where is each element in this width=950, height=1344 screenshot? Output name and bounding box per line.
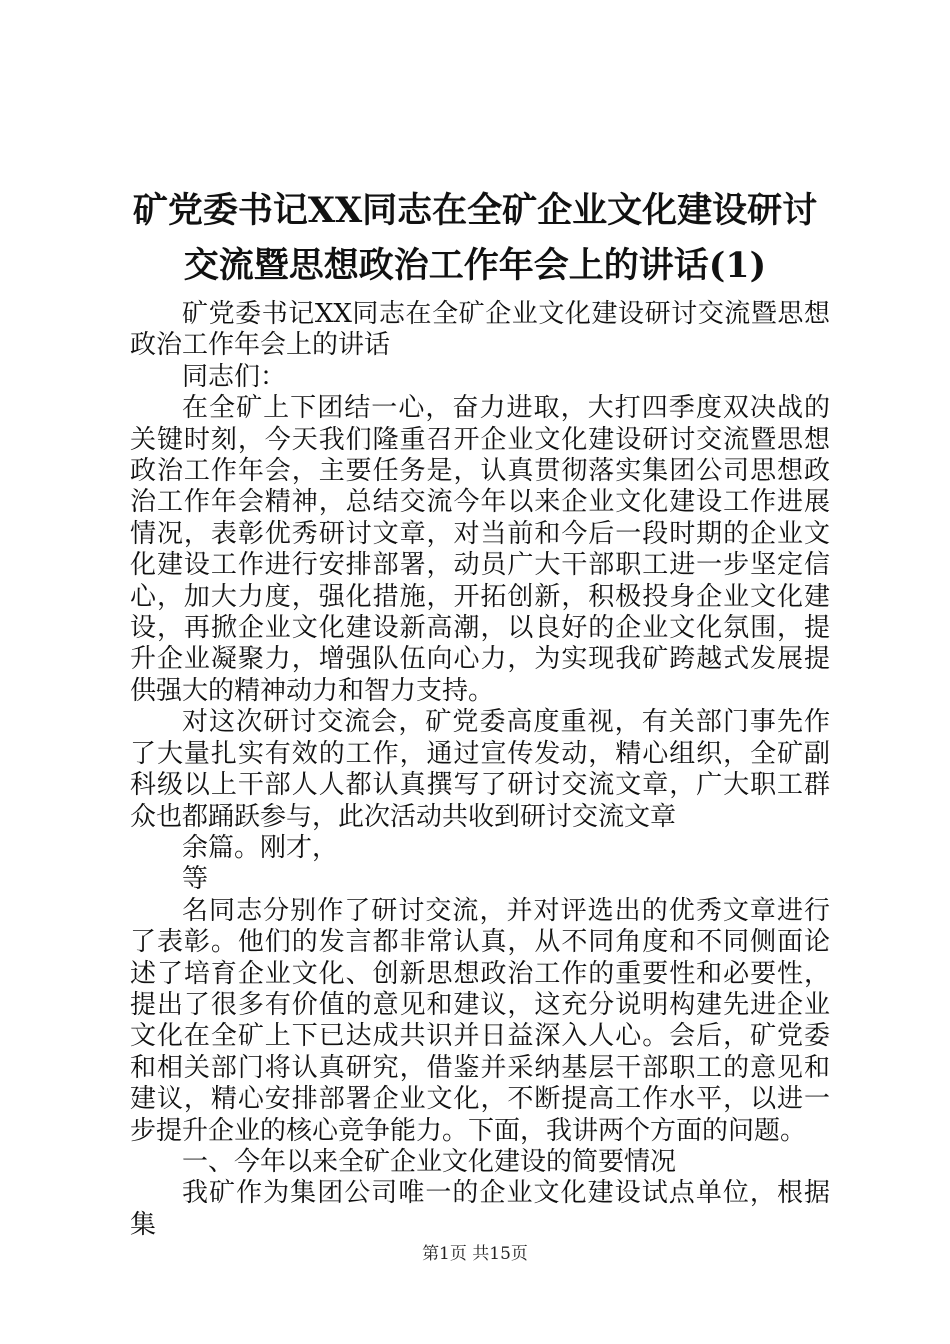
section-heading: 一、今年以来全矿企业文化建设的简要情况: [182, 1146, 677, 1177]
title-line-1: 矿党委书记XX同志在全矿企业文化建设研讨: [132, 190, 818, 231]
paragraph: 我矿作为集团公司唯一的企业文化建设试点单位，根据集: [130, 1178, 830, 1240]
paragraph-salutation: 同志们：: [182, 361, 287, 392]
paragraph: 在全矿上下团结一心，奋力进取，大打四季度双决战的关键时刻，今天我们隆重召开企业文化建设研讨交流暨思想政治工作年会，主要任务是，认真贯彻落实集团公司思想政治工作年会精神，总结交流今年以来企业文化建设工作进展情况，表彰优秀研讨文章，对当前和今后一段时期的企业文化建设工作进行安排部署，动员广大干部职工进一步坚定信心，加大力度，强化措施，开拓创新，积极投身企业文化建设，再掀企业文化建设新高潮，以良好的企业文化氛围，提升企业凝聚力，增强队伍向心力，为实现我矿跨越式发展提供强大的精神动力和智力支持。: [130, 393, 830, 706]
title-line-2: 交流暨思想政治工作年会上的讲话(1): [183, 245, 767, 286]
document-title: [0, 183, 950, 293]
paragraph: 等: [182, 864, 209, 895]
paragraph-subtitle: 矿党委书记XX同志在全矿企业文化建设研讨交流暨思想政治工作年会上的讲话: [130, 299, 830, 361]
page-number-footer: 第1页 共15页: [422, 1244, 528, 1264]
paragraph: 名同志分别作了研讨交流，并对评选出的优秀文章进行了表彰。他们的发言都非常认真，从不同角度和不同侧面论述了培育企业文化、创新思想政治工作的重要性和必要性，提出了很多有价值的意见和建议，这充分说明构建先进企业文化在全矿上下已达成共识并日益深入人心。会后，矿党委和相关部门将认真研究，借鉴并采纳基层干部职工的意见和建议，精心安排部署企业文化，不断提高工作水平，以进一步提升企业的核心竞争能力。下面，我讲两个方面的问题。: [130, 895, 830, 1146]
document-body: [130, 299, 830, 1241]
paragraph: 余篇。刚才，: [182, 832, 339, 863]
paragraph: 对这次研讨交流会，矿党委高度重视，有关部门事先作了大量扎实有效的工作，通过宣传发动，精心组织，全矿副科级以上干部人人都认真撰写了研讨交流文章，广大职工群众也都踊跃参与，此次活动共收到研讨交流文章: [130, 707, 830, 832]
